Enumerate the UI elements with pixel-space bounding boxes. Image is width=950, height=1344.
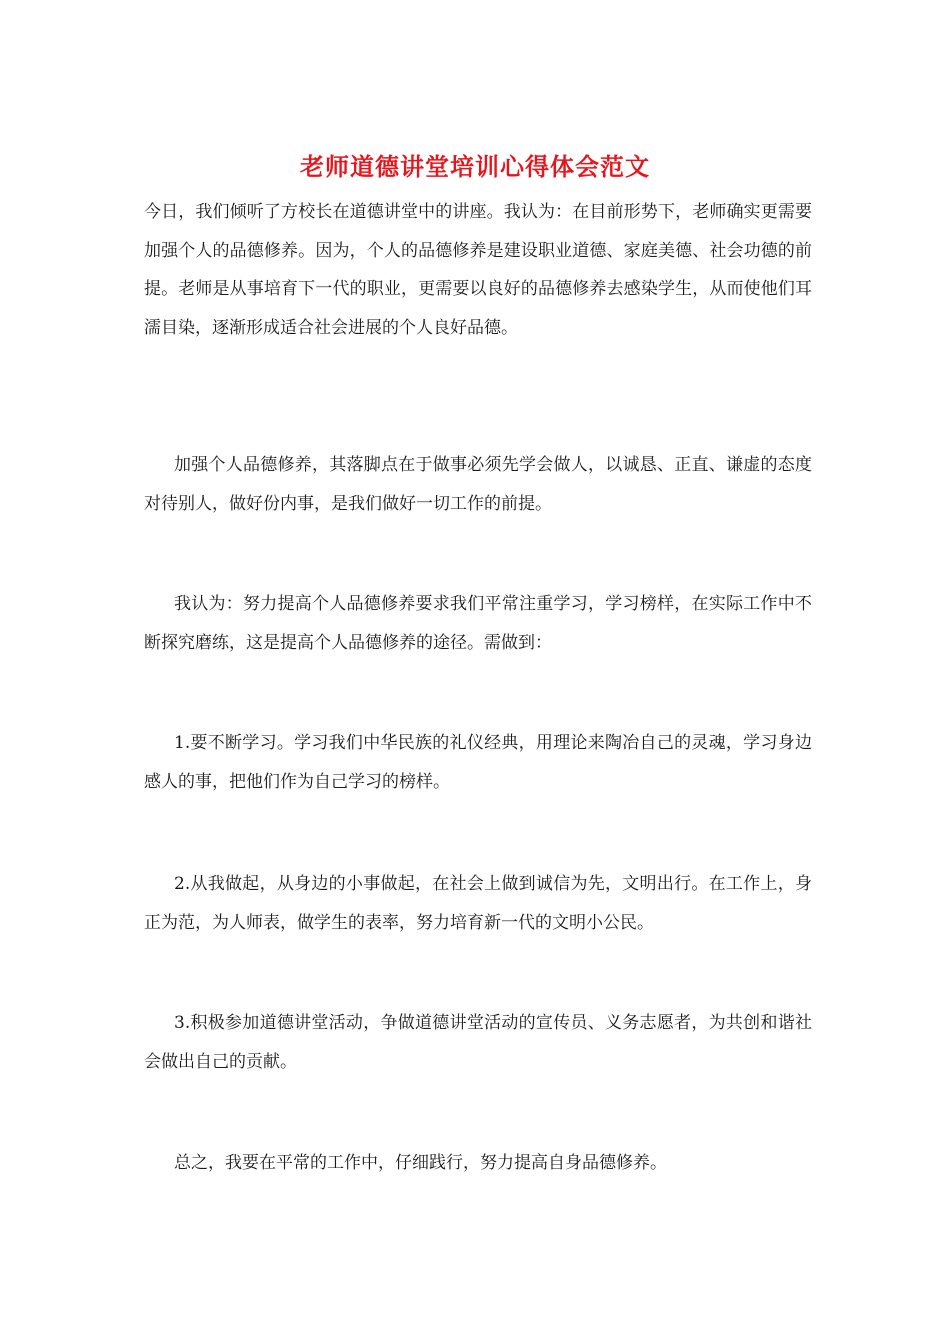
- paragraph-item-2: 2.从我做起，从身边的小事做起，在社会上做到诚信为先，文明出行。在工作上，身正为范，为人师表，做学生的表率，努力培育新一代的文明小公民。: [144, 874, 812, 933]
- paragraph-item-3: 3.积极参加道德讲堂活动，争做道德讲堂活动的宣传员、义务志愿者，为共创和谐社会做出自己的贡献。: [144, 1013, 812, 1072]
- paragraph-conclusion: 总之，我要在平常的工作中，仔细践行，努力提高自身品德修养。: [174, 1153, 667, 1173]
- paragraph-intro: 今日，我们倾听了方校长在道德讲堂中的讲座。我认为：在目前形势下，老师确实更需要加强个人的品德修养。因为，个人的品德修养是建设职业道德、家庭美德、社会功德的前提。老师是从事培育下一代的职业，更需要以良好的品德修养去感染学生，从而使他们耳濡目染，逐渐形成适合社会进展的个人良好品德。: [144, 202, 812, 338]
- paragraph-item-1: 1.要不断学习。学习我们中华民族的礼仪经典，用理论来陶冶自己的灵魂，学习身边感人的事，把他们作为自己学习的榜样。: [144, 733, 812, 792]
- paragraph-approach: 我认为：努力提高个人品德修养要求我们平常注重学习，学习榜样，在实际工作中不断探究磨练，这是提高个人品德修养的途径。需做到：: [144, 594, 812, 653]
- document-title: 老师道德讲堂培训心得体会范文: [300, 152, 650, 181]
- paragraph-strengthen: 加强个人品德修养，其落脚点在于做事必须先学会做人，以诚恳、正直、谦虚的态度对待别人，做好份内事，是我们做好一切工作的前提。: [144, 455, 812, 514]
